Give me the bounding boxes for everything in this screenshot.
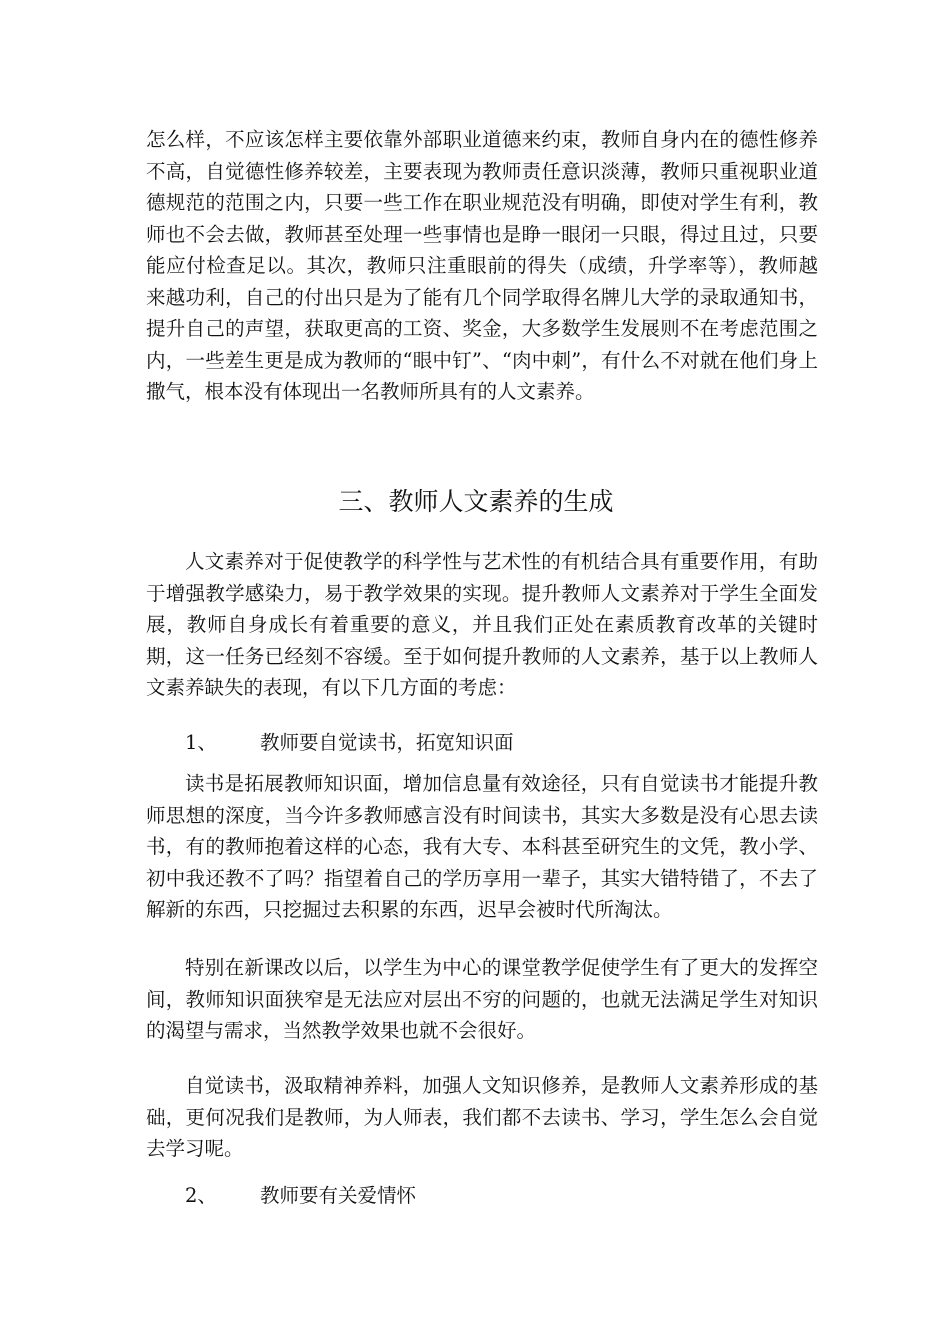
item1-paragraph-1: 读书是拓展教师知识面，增加信息量有效途径，只有自觉读书才能提升教师思想的深度，当今许多教师感言没有时间读书，其实大多数是没有心思去读书，有的教师抱着这样的心态，我有大专、本科甚至研究生的文凭，教小学、初中我还教不了吗？指望着自己的学历享用一辈子，其实大错特错了，不去了解新的东西，只挖掘过去积累的东西，迟早会被时代所淘汰。 [146,772,818,921]
item1-paragraph-2: 特别在新课改以后，以学生为中心的课堂教学促使学生有了更大的发挥空间，教师知识面狭窄是无法应对层出不穷的问题的，也就无法满足学生对知识的渴望与需求，当然教学效果也就不会很好。 [146,956,818,1042]
list-item-2-title: 教师要有关爱情怀 [260,1184,417,1207]
list-item-1 [185,727,514,759]
intro-paragraph: 人文素养对于促使教学的科学性与艺术性的有机结合具有重要作用，有助于增强教学感染力，易于教学效果的实现。提升教师人文素养对于学生全面发展，教师自身成长有着重要的意义，并且我们正处在素质教育改革的关键时期，这一任务已经刻不容缓。至于如何提升教师的人文素养，基于以上教师人文素养缺失的表现，有以下几方面的考虑： [146,550,818,699]
list-item-2 [185,1180,416,1212]
list-item-2-number: 2、 [185,1184,217,1207]
list-item-1-number: 1、 [185,731,217,754]
section-heading: 三、教师人文素养的生成 [338,487,614,516]
continuation-paragraph: 怎么样，不应该怎样主要依靠外部职业道德来约束，教师自身内在的德性修养不高，自觉德性修养较差，主要表现为教师责任意识淡薄，教师只重视职业道德规范的范围之内，只要一些工作在职业规范没有明确，即使对学生有利，教师也不会去做，教师甚至处理一些事情也是睁一眼闭一只眼，得过且过，只要能应付检查足以。其次，教师只注重眼前的得失（成绩，升学率等），教师越来越功利，自己的付出只是为了能有几个同学取得名牌儿大学的录取通知书，提升自己的声望，获取更高的工资、奖金，大多数学生发展则不在考虑范围之内，一些差生更是成为教师的“眼中钉”、“肉中刺”，有什么不对就在他们身上撒气，根本没有体现出一名教师所具有的人文素养。 [146,128,818,403]
item1-paragraph-3: 自觉读书，汲取精神养料，加强人文知识修养，是教师人文素养形成的基础，更何况我们是教师，为人师表，我们都不去读书、学习，学生怎么会自觉去学习呢。 [146,1074,818,1160]
list-item-1-title: 教师要自觉读书，拓宽知识面 [260,731,514,754]
